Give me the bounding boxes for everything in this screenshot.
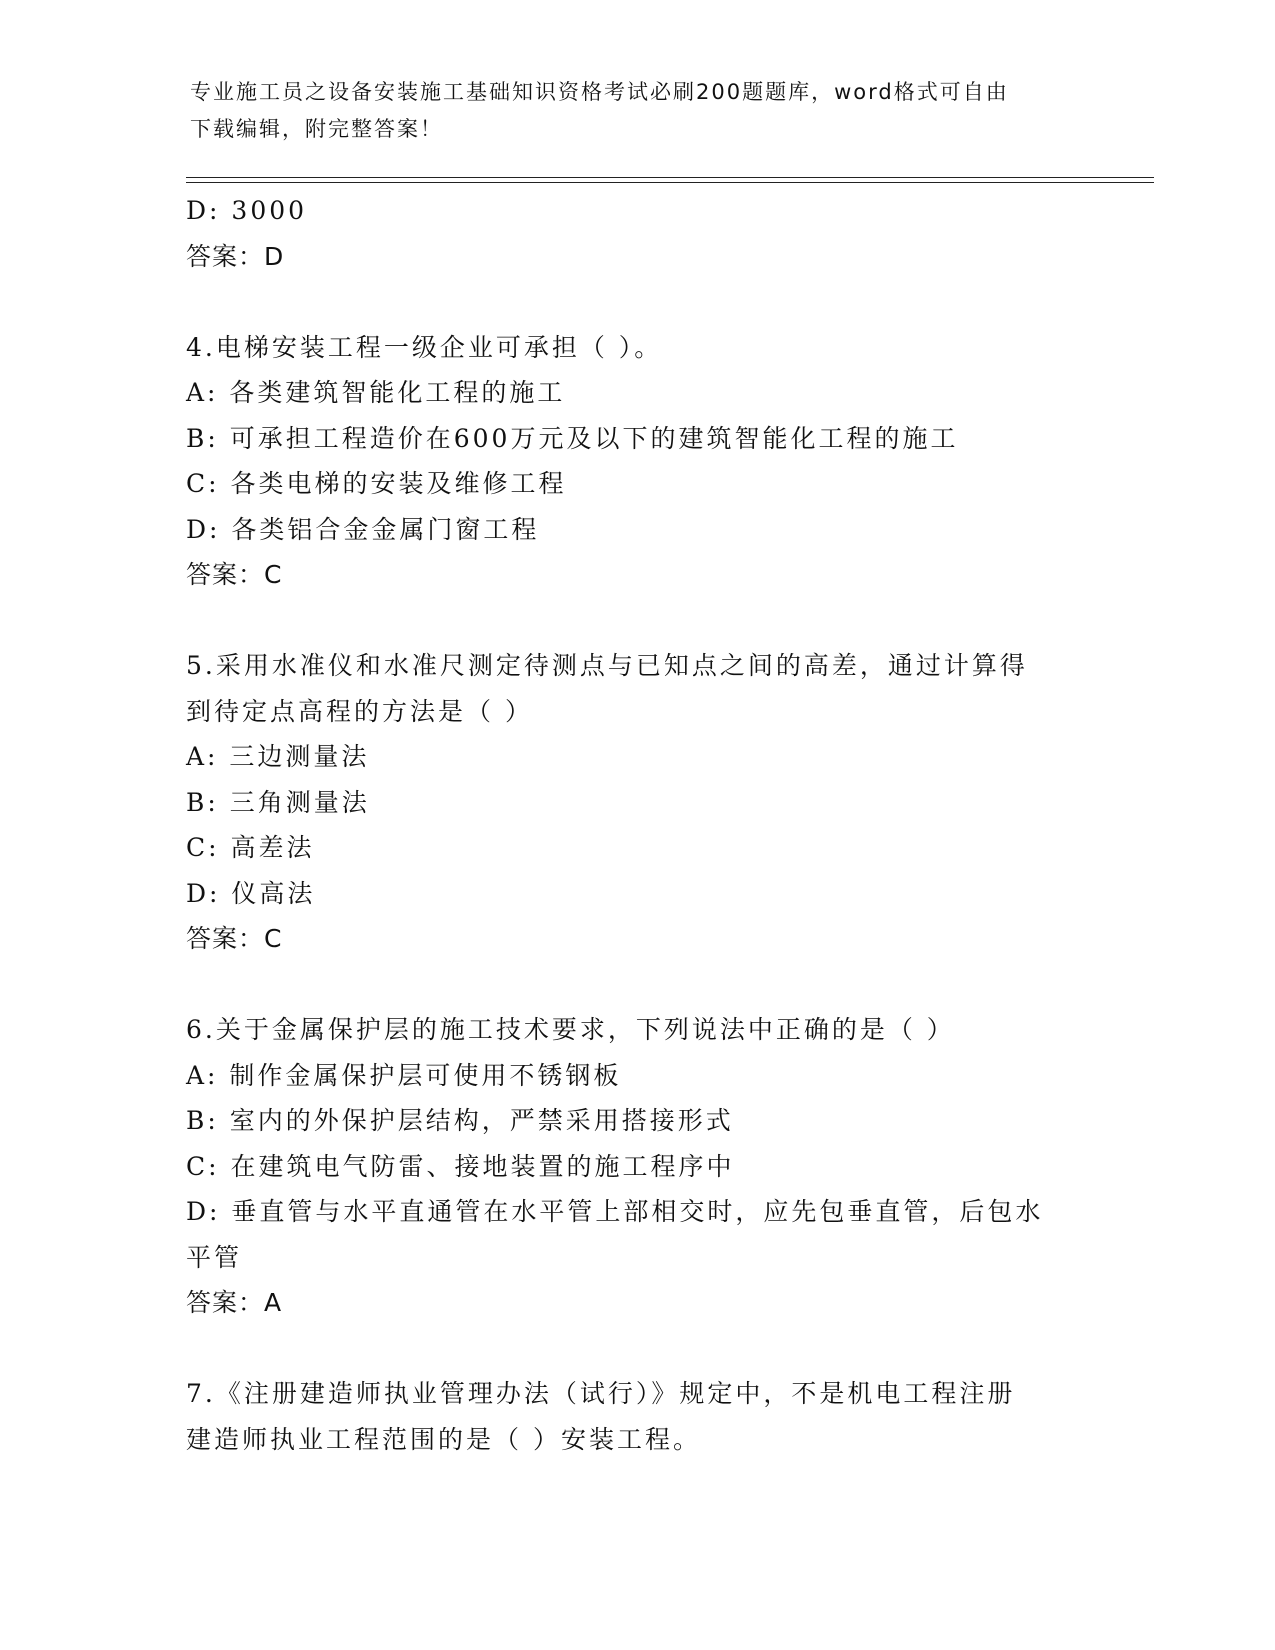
answer-line: 答案：D	[186, 241, 285, 271]
option-d: D: 3000	[186, 196, 308, 225]
option-c: C: 各类电梯的安装及维修工程	[186, 469, 567, 498]
header-line: 下载编辑，附完整答案！	[190, 117, 443, 141]
option-a: A: 制作金属保护层可使用不锈钢板	[186, 1060, 622, 1090]
question-stem: 6.关于金属保护层的施工技术要求，下列说法中正确的是（ ）	[186, 1015, 955, 1044]
question-7	[186, 1371, 1086, 1462]
question-6	[186, 1007, 1086, 1326]
page-header	[190, 74, 1070, 148]
header-line: 专业施工员之设备安装施工基础知识资格考试必刷200题题库，word格式可自由	[190, 80, 1009, 104]
option-d: D: 仪高法	[186, 878, 316, 908]
question-list	[186, 188, 1086, 1462]
option-d: D: 各类铝合金金属门窗工程	[186, 514, 540, 544]
question-stem: 建造师执业工程范围的是（ ）安装工程。	[186, 1424, 701, 1454]
option-c: C: 在建筑电气防雷、接地装置的施工程序中	[186, 1151, 735, 1181]
answer-line: 答案：C	[186, 924, 283, 953]
option-b: B: 可承担工程造价在600万元及以下的建筑智能化工程的施工	[186, 423, 959, 453]
question-stem: 到待定点高程的方法是（ ）	[186, 696, 533, 726]
question-stem: 4.电梯安装工程一级企业可承担（ ）。	[186, 332, 663, 362]
option-b: B: 室内的外保护层结构，严禁采用搭接形式	[186, 1106, 734, 1135]
question-4	[186, 325, 1086, 598]
question-stem: 5.采用水准仪和水准尺测定待测点与已知点之间的高差，通过计算得	[186, 651, 1028, 680]
answer-line: 答案：A	[186, 1288, 283, 1317]
option-c: C: 高差法	[186, 833, 315, 862]
question-3-tail	[186, 188, 1086, 279]
answer-line: 答案：C	[186, 560, 283, 589]
option-b: B: 三角测量法	[186, 787, 370, 817]
option-a: A: 三边测量法	[186, 742, 370, 771]
header-divider	[186, 182, 1154, 183]
question-stem: 7.《注册建造师执业管理办法（试行）》规定中，不是机电工程注册	[186, 1379, 1016, 1408]
option-d: D: 垂直管与水平直通管在水平管上部相交时，应先包垂直管，后包水	[186, 1197, 1044, 1226]
option-a: A: 各类建筑智能化工程的施工	[186, 378, 566, 407]
header-divider	[186, 177, 1154, 178]
question-5	[186, 643, 1086, 962]
option-d-continued: 平管	[186, 1242, 243, 1272]
